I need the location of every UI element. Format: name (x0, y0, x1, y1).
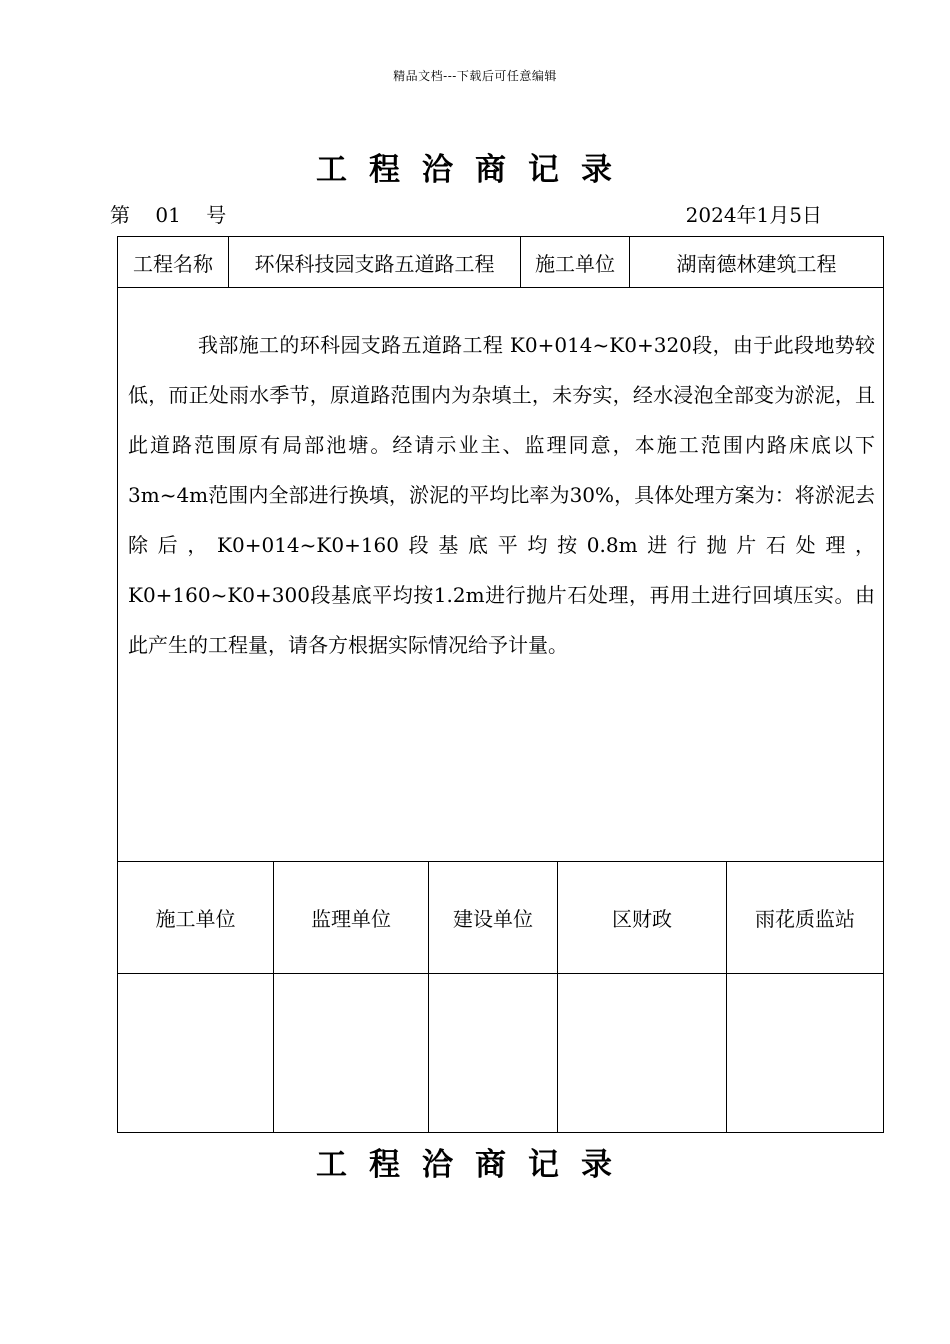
signatory-label: 施工单位 (118, 861, 274, 973)
project-name-value: 环保科技园支路五道路工程 (229, 237, 521, 287)
document-title: 工程洽商记录 (316, 152, 634, 188)
signatory-label: 区财政 (558, 861, 727, 973)
project-info-row (118, 237, 884, 288)
meta-row (110, 199, 822, 229)
signatory-label: 监理单位 (274, 861, 429, 973)
signature-cell[interactable] (429, 973, 558, 1132)
signature-cell[interactable] (558, 973, 727, 1132)
signature-cell[interactable] (118, 973, 274, 1132)
contractor-value: 湖南德林建筑工程 (676, 251, 837, 276)
content-row (118, 288, 884, 862)
record-table (117, 236, 884, 1133)
record-date: 2024年1月5日 (685, 203, 822, 227)
signatory-label-row (118, 861, 884, 973)
project-name-label: 工程名称 (118, 237, 229, 287)
signature-cell[interactable] (274, 973, 429, 1132)
signature-cell[interactable] (727, 973, 884, 1132)
negotiation-content: 我部施工的环科园支路五道路工程 K0+014~K0+320段，由于此段地势较低，而正处雨水季节，原道路范围内为杂填土，未夯实，经水浸泡全部变为淤泥，且此道路范围原有局部池塘。经请示业主、监理同意，本施工范围内路床底以下3m~4m范围内全部进行换填，淤泥的平均比率为30%，具体处理方案为：将淤泥去除后，K0+014~K0+160段基底平均按0.8m进行抛片石处理，K0+160~K0+300段基底平均按1.2m进行抛片石处理，再用土进行回填压实。由此产生的工程量，请各方根据实际情况给予计量。 (128, 333, 876, 658)
document-title-repeat: 工程洽商记录 (316, 1147, 634, 1183)
header-note: 精品文档---下载后可任意编辑 (393, 69, 557, 83)
record-number: 第 01 号 (110, 203, 227, 227)
signature-row (118, 973, 884, 1132)
signatory-label: 建设单位 (429, 861, 558, 973)
signatory-label: 雨花质监站 (727, 861, 884, 973)
contractor-label: 施工单位 (521, 237, 630, 287)
